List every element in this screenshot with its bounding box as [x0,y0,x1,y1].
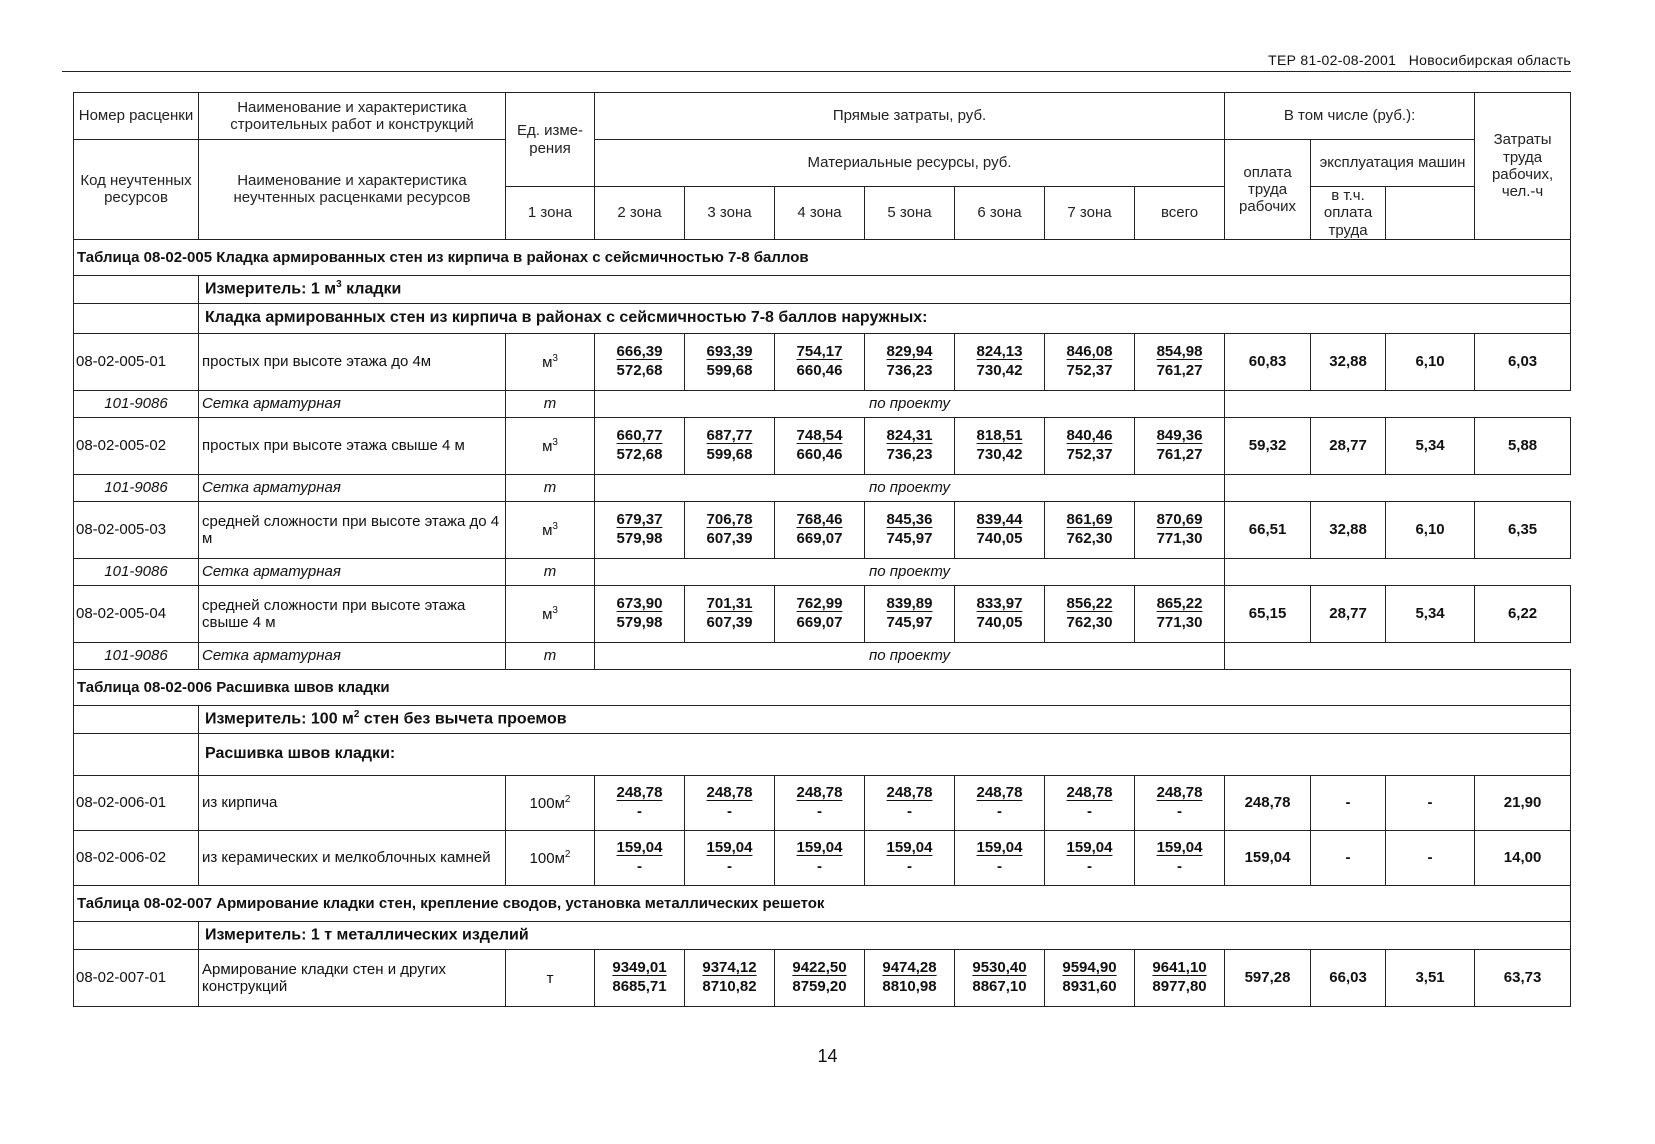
material-cost: 752,37 [1066,445,1113,463]
zone-2-cost [685,333,775,390]
direct-cost: 248,78 [706,784,753,801]
empty-cell [74,921,199,949]
direct-cost: 854,98 [1156,343,1203,360]
direct-cost: 159,04 [1066,839,1113,856]
material-cost: - [816,802,822,820]
direct-cost: 824,31 [886,427,933,444]
direct-cost: 687,77 [706,427,753,444]
labor-hours: 14,00 [1475,830,1571,885]
measure-text [199,921,1571,949]
material-cost: 761,27 [1156,361,1203,379]
zone-4-cost [865,775,955,830]
rate-unit [506,830,595,885]
direct-cost: 706,78 [706,511,753,528]
direct-cost: 865,22 [1156,595,1203,612]
direct-cost: 839,44 [976,511,1023,528]
direct-cost: 870,69 [1156,511,1203,528]
direct-cost: 159,04 [976,839,1023,856]
rate-unit [506,949,595,1006]
zone-3-cost [775,585,865,642]
direct-cost: 9349,01 [612,959,667,976]
col-labor-costs: Затраты труда рабочих, чел.-ч [1475,93,1571,240]
direct-cost: 159,04 [886,839,933,856]
rate-code: 08-02-005-03 [74,501,199,558]
subtitle-text: Кладка армированных стен из кирпича в районах с сейсмичностью 7-8 баллов наружных: [199,303,1571,333]
labor-pay: 65,15 [1225,585,1311,642]
zone-4-cost [865,501,955,558]
resource-name: Сетка арматурная [199,390,506,417]
material-cost: - [996,857,1002,875]
direct-cost: 856,22 [1066,595,1113,612]
zone-1-cost [595,830,685,885]
zone-7-cost [1135,501,1225,558]
col-unit: Ед. изме-рения [506,93,595,187]
resource-code: 101-9086 [74,642,199,669]
zone-3-cost [775,417,865,474]
rate-code: 08-02-005-02 [74,417,199,474]
rate-row [74,333,1571,390]
resource-note: по проекту [595,390,1225,417]
zone-7-cost [1135,417,1225,474]
rate-name: средней сложности при высоте этажа свыше 4 м [199,585,506,642]
col-code-resources: Код неучтенных ресурсов [74,140,199,240]
zone-1-cost [595,585,685,642]
direct-cost: 159,04 [1156,839,1203,856]
zone-5-cost [955,333,1045,390]
zone-4-cost [865,949,955,1006]
zone-4-cost [865,585,955,642]
material-cost: - [906,857,912,875]
direct-cost: 701,31 [706,595,753,612]
zone-2-cost [685,949,775,1006]
material-cost: 745,97 [886,613,933,631]
machines-total: 28,77 [1311,585,1386,642]
material-cost: - [636,802,642,820]
zone-7-cost [1135,333,1225,390]
zone-6-cost [1045,585,1135,642]
col-including: В том числе (руб.): [1225,93,1475,140]
material-cost: 669,07 [796,529,843,547]
material-cost: 8867,10 [972,977,1027,995]
empty-cell [1225,390,1571,417]
direct-cost: 762,99 [796,595,843,612]
col-zone-6: 6 зона [955,187,1045,240]
direct-cost: 768,46 [796,511,843,528]
resource-row [74,642,1571,669]
machines-incl-pay: - [1386,775,1475,830]
zone-1-cost [595,333,685,390]
material-cost: 579,98 [616,613,663,631]
direct-cost: 748,54 [796,427,843,444]
resource-note: по проекту [595,642,1225,669]
col-total: всего [1135,187,1225,240]
unit-text: м [542,605,553,623]
labor-pay: 159,04 [1225,830,1311,885]
direct-cost: 248,78 [616,784,663,801]
zone-3-cost [775,333,865,390]
resource-unit: т [506,558,595,585]
material-cost: 736,23 [886,445,933,463]
direct-cost: 9641,10 [1152,959,1207,976]
zone-7-cost [1135,830,1225,885]
machines-total: - [1311,830,1386,885]
col-labor-pay: оплата труда рабочих [1225,140,1311,240]
labor-pay: 59,32 [1225,417,1311,474]
zone-1-cost [595,501,685,558]
direct-cost: 159,04 [616,839,663,856]
col-direct-costs: Прямые затраты, руб. [595,93,1225,140]
rate-unit [506,585,595,642]
labor-hours: 5,88 [1475,417,1571,474]
material-cost: - [1086,857,1092,875]
subtitle-row [74,303,1571,333]
material-cost: 8931,60 [1062,977,1117,995]
material-cost: 599,68 [706,361,753,379]
material-cost: 8810,98 [882,977,937,995]
measure-sup: 2 [353,709,360,721]
material-cost: - [1177,857,1183,875]
resource-unit: т [506,390,595,417]
labor-pay: 60,83 [1225,333,1311,390]
unit-sup: 2 [564,793,571,805]
labor-hours: 63,73 [1475,949,1571,1006]
material-cost: 771,30 [1156,613,1203,631]
material-cost: 730,42 [976,361,1023,379]
measure-text [199,705,1571,733]
material-cost: 572,68 [616,445,663,463]
material-cost: - [636,857,642,875]
labor-pay: 597,28 [1225,949,1311,1006]
col-zone-2: 2 зона [595,187,685,240]
section-title-row [74,669,1571,705]
zone-6-cost [1045,417,1135,474]
measure-prefix: Измеритель: 100 м [205,710,354,728]
material-cost: 740,05 [976,613,1023,631]
zone-3-cost [775,501,865,558]
standard-code: ТЕР 81-02-08-2001 [1268,52,1397,68]
unit-text: 100м [529,794,565,812]
material-cost: - [1086,802,1092,820]
zone-6-cost [1045,949,1135,1006]
machines-incl-pay: 6,10 [1386,501,1475,558]
zone-3-cost [775,949,865,1006]
zone-6-cost [1045,775,1135,830]
resource-row [74,558,1571,585]
rate-unit [506,333,595,390]
resource-name: Сетка арматурная [199,474,506,501]
unit-text: м [542,521,553,539]
empty-cell [1225,474,1571,501]
machines-incl-pay: 6,10 [1386,333,1475,390]
zone-4-cost [865,333,955,390]
direct-cost: 839,89 [886,595,933,612]
section-title: Таблица 08-02-006 Расшивка швов кладки [74,669,1571,705]
labor-hours: 6,22 [1475,585,1571,642]
zone-7-cost [1135,585,1225,642]
region-name: Новосибирская область [1408,52,1571,68]
resource-row [74,474,1571,501]
direct-cost: 9474,28 [882,959,937,976]
zone-4-cost [865,830,955,885]
machines-incl-pay: - [1386,830,1475,885]
resource-unit: т [506,642,595,669]
material-cost: - [906,802,912,820]
material-cost: 572,68 [616,361,663,379]
direct-cost: 818,51 [976,427,1023,444]
rate-name: Армирование кладки стен и других конструкций [199,949,506,1006]
direct-cost: 159,04 [796,839,843,856]
zone-4-cost [865,417,955,474]
zone-7-cost [1135,949,1225,1006]
zone-2-cost [685,585,775,642]
machines-total: 28,77 [1311,417,1386,474]
machines-total: 32,88 [1311,333,1386,390]
subtitle-row [74,733,1571,775]
machines-incl-pay: 5,34 [1386,417,1475,474]
material-cost: 579,98 [616,529,663,547]
direct-cost: 754,17 [796,343,843,360]
rate-name: из керамических и мелкоблочных камней [199,830,506,885]
machines-total: 66,03 [1311,949,1386,1006]
direct-cost: 693,39 [706,343,753,360]
rate-code: 08-02-006-01 [74,775,199,830]
unit-sup: 3 [552,604,558,616]
unit-sup: 2 [564,848,571,860]
zone-5-cost [955,501,1045,558]
direct-cost: 666,39 [616,343,663,360]
zone-1-cost [595,417,685,474]
direct-cost: 248,78 [796,784,843,801]
machines-total: - [1311,775,1386,830]
material-cost: 736,23 [886,361,933,379]
table-body [74,239,1571,1006]
section-title-row [74,239,1571,275]
col-zone-4: 4 зона [775,187,865,240]
zone-5-cost [955,949,1045,1006]
rates-table [73,92,1571,1007]
rate-name: простых при высоте этажа до 4м [199,333,506,390]
unit-sup: 3 [552,352,558,364]
measure-prefix: Измеритель: 1 м [205,280,337,298]
col-zone-1: 1 зона [506,187,595,240]
direct-cost: 840,46 [1066,427,1113,444]
zone-2-cost [685,417,775,474]
direct-cost: 9422,50 [792,959,847,976]
col-name-works: Наименование и характеристика строительных работ и конструкций [199,93,506,140]
direct-cost: 660,77 [616,427,663,444]
direct-cost: 824,13 [976,343,1023,360]
subtitle-text: Расшивка швов кладки: [199,733,1571,775]
unit-sup: 3 [552,436,558,448]
direct-cost: 833,97 [976,595,1023,612]
material-cost: 745,97 [886,529,933,547]
resource-unit: т [506,474,595,501]
zone-2-cost [685,775,775,830]
col-name-resources: Наименование и характеристика неучтенных расценками ресурсов [199,140,506,240]
zone-6-cost [1045,501,1135,558]
zone-5-cost [955,417,1045,474]
material-cost: 8710,82 [702,977,757,995]
unit-sup: 3 [552,520,558,532]
measure-prefix: Измеритель: 1 т металлических изделий [205,926,529,944]
zone-2-cost [685,830,775,885]
zone-5-cost [955,775,1045,830]
material-cost: 8685,71 [612,977,667,995]
unit-text: 100м [529,849,565,867]
measure-row [74,705,1571,733]
col-zone-5: 5 зона [865,187,955,240]
material-cost: 752,37 [1066,361,1113,379]
material-cost: 761,27 [1156,445,1203,463]
direct-cost: 248,78 [1066,784,1113,801]
material-cost: 8759,20 [792,977,847,995]
direct-cost: 846,08 [1066,343,1113,360]
zone-3-cost [775,775,865,830]
direct-cost: 849,36 [1156,427,1203,444]
direct-cost: 9594,90 [1062,959,1117,976]
rate-code: 08-02-005-04 [74,585,199,642]
rate-name: простых при высоте этажа свыше 4 м [199,417,506,474]
material-cost: - [816,857,822,875]
resource-code: 101-9086 [74,474,199,501]
col-material-resources: Материальные ресурсы, руб. [595,140,1225,187]
material-cost: - [996,802,1002,820]
machines-incl-pay: 3,51 [1386,949,1475,1006]
resource-note: по проекту [595,558,1225,585]
measure-suffix: стен без вычета проемов [359,710,567,728]
empty-cell [74,303,199,333]
page-number: 14 [817,1046,838,1066]
col-zone-3: 3 зона [685,187,775,240]
unit-text: т [546,969,554,987]
measure-sup: 3 [336,279,342,291]
section-title: Таблица 08-02-007 Армирование кладки стен, крепление сводов, установка металлических решеток [74,885,1571,921]
rate-name: средней сложности при высоте этажа до 4 м [199,501,506,558]
direct-cost: 829,94 [886,343,933,360]
material-cost: - [726,857,732,875]
header-rule [62,71,1571,72]
zone-5-cost [955,830,1045,885]
labor-hours: 6,03 [1475,333,1571,390]
resource-code: 101-9086 [74,390,199,417]
direct-cost: 248,78 [1156,784,1203,801]
measure-suffix: кладки [341,280,402,298]
rate-unit [506,501,595,558]
material-cost: 762,30 [1066,529,1113,547]
col-incl-pay: в т.ч. оплата труда [1311,187,1386,240]
zone-1-cost [595,775,685,830]
direct-cost: 845,36 [886,511,933,528]
direct-cost: 159,04 [706,839,753,856]
running-header [1268,52,1571,68]
material-cost: 660,46 [796,445,843,463]
resource-row [74,390,1571,417]
measure-row [74,921,1571,949]
resource-code: 101-9086 [74,558,199,585]
rate-row [74,775,1571,830]
col-rate-number: Номер расценки [74,93,199,140]
zone-5-cost [955,585,1045,642]
measure-text [199,275,1571,303]
direct-cost: 248,78 [886,784,933,801]
direct-cost: 861,69 [1066,511,1113,528]
material-cost: 599,68 [706,445,753,463]
direct-cost: 9374,12 [702,959,757,976]
direct-cost: 9530,40 [972,959,1027,976]
zone-6-cost [1045,333,1135,390]
rate-row [74,830,1571,885]
rate-code: 08-02-006-02 [74,830,199,885]
labor-hours: 6,35 [1475,501,1571,558]
direct-cost: 248,78 [976,784,1023,801]
col-machine-operation: эксплуатация машин [1311,140,1475,187]
section-title-row [74,885,1571,921]
zone-2-cost [685,501,775,558]
material-cost: 8977,80 [1152,977,1207,995]
resource-name: Сетка арматурная [199,558,506,585]
material-cost: 607,39 [706,529,753,547]
material-cost: - [726,802,732,820]
rate-unit [506,775,595,830]
unit-text: м [542,437,553,455]
empty-cell [74,705,199,733]
rate-name: из кирпича [199,775,506,830]
material-cost: 730,42 [976,445,1023,463]
material-cost: 740,05 [976,529,1023,547]
material-cost: 660,46 [796,361,843,379]
rate-row [74,585,1571,642]
table-header [74,93,1571,240]
empty-cell [74,275,199,303]
resource-name: Сетка арматурная [199,642,506,669]
direct-cost: 679,37 [616,511,663,528]
rate-code: 08-02-005-01 [74,333,199,390]
machines-total: 32,88 [1311,501,1386,558]
labor-pay: 66,51 [1225,501,1311,558]
section-title: Таблица 08-02-005 Кладка армированных стен из кирпича в районах с сейсмичностью 7-8 баллов [74,239,1571,275]
zone-6-cost [1045,830,1135,885]
zone-3-cost [775,830,865,885]
material-cost: - [1177,802,1183,820]
material-cost: 771,30 [1156,529,1203,547]
empty-cell [74,733,199,775]
rate-row [74,501,1571,558]
labor-hours: 21,90 [1475,775,1571,830]
resource-note: по проекту [595,474,1225,501]
machines-incl-pay: 5,34 [1386,585,1475,642]
rate-row [74,949,1571,1006]
material-cost: 669,07 [796,613,843,631]
unit-text: м [542,353,553,371]
col-zone-7: 7 зона [1045,187,1135,240]
rate-row [74,417,1571,474]
rate-code: 08-02-007-01 [74,949,199,1006]
zone-7-cost [1135,775,1225,830]
empty-cell [1225,642,1571,669]
measure-row [74,275,1571,303]
material-cost: 762,30 [1066,613,1113,631]
rate-unit [506,417,595,474]
zone-1-cost [595,949,685,1006]
material-cost: 607,39 [706,613,753,631]
labor-pay: 248,78 [1225,775,1311,830]
direct-cost: 673,90 [616,595,663,612]
empty-cell [1225,558,1571,585]
